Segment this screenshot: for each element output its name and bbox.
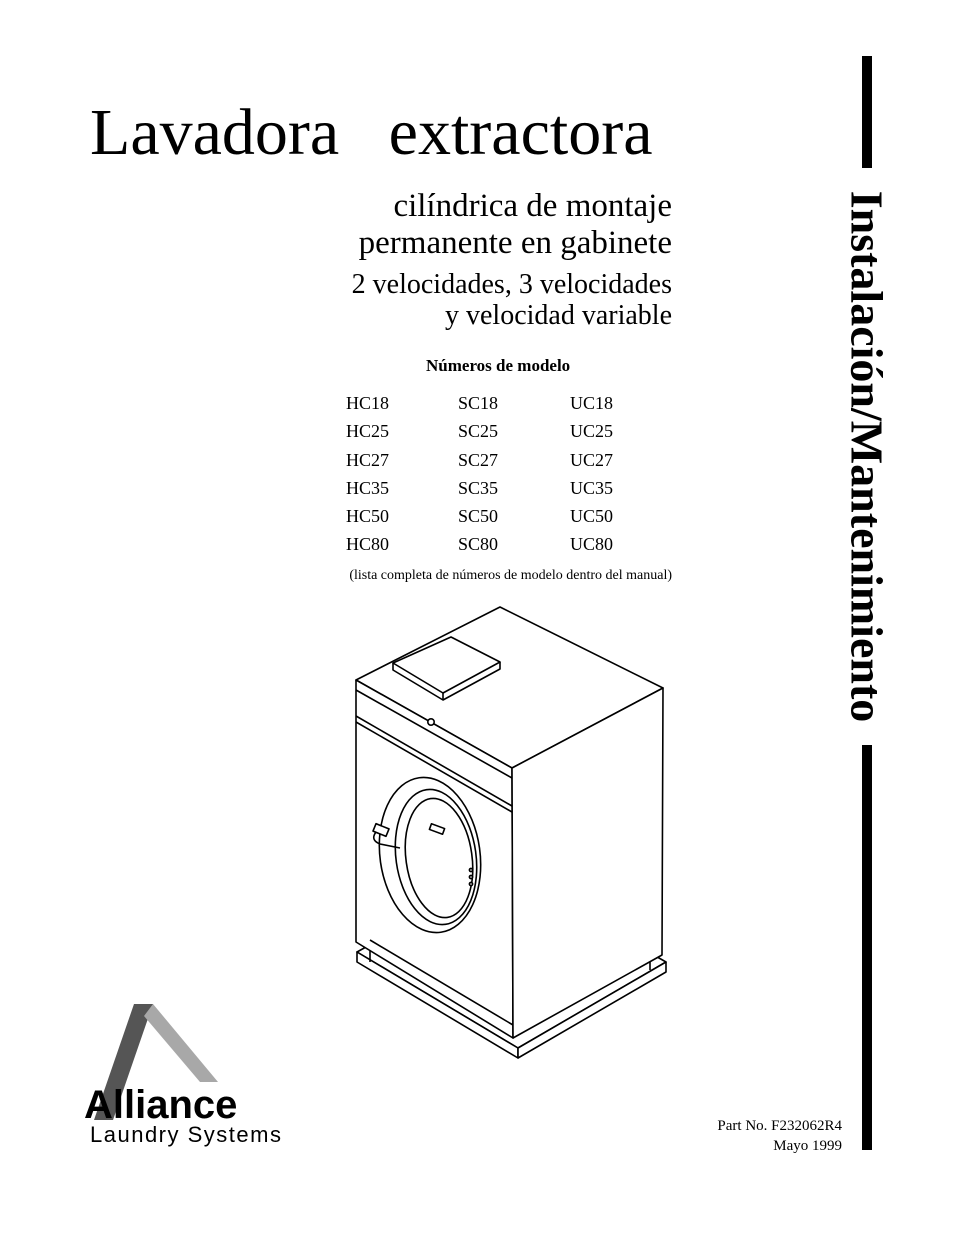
- washer-illustration: [340, 600, 680, 1060]
- side-title-text: Instalación/Mantenimiento: [841, 190, 893, 723]
- alliance-logo: [84, 1002, 334, 1120]
- speeds-line-1: 2 velocidades, 3 velocidades: [351, 269, 672, 300]
- logo-stroke-light: [144, 1004, 218, 1082]
- speeds-line-2: y velocidad variable: [444, 300, 672, 331]
- model-row: [346, 502, 682, 530]
- side-rule-bottom: [862, 745, 872, 1150]
- side-title: [820, 168, 914, 745]
- model-cell: SC35: [458, 477, 499, 498]
- model-cell: HC18: [346, 393, 390, 413]
- model-row: [346, 389, 682, 417]
- model-cell: HC80: [346, 534, 390, 555]
- model-table: [346, 389, 682, 559]
- model-list-note: (lista completa de números de modelo dentro del manual): [349, 568, 672, 583]
- publication-date: Mayo 1999: [773, 1138, 842, 1154]
- logo-tagline: Laundry Systems: [90, 1122, 283, 1147]
- models-heading: Números de modelo: [426, 356, 571, 375]
- model-cell: SC25: [458, 421, 499, 442]
- model-cell: UC80: [570, 534, 614, 555]
- subtitle-line-1: cilíndrica de montaje: [393, 188, 672, 224]
- model-cell: UC50: [570, 506, 614, 527]
- model-cell: HC25: [346, 421, 390, 442]
- model-cell: SC50: [458, 506, 499, 527]
- model-row: [346, 474, 682, 502]
- model-cell: SC27: [458, 449, 499, 470]
- model-cell: HC50: [346, 506, 390, 527]
- model-cell: UC18: [570, 393, 614, 413]
- model-row: [346, 530, 682, 558]
- model-row: [346, 446, 682, 474]
- model-cell: UC35: [570, 477, 614, 498]
- subtitle-line-2: permanente en gabinete: [358, 225, 672, 261]
- document-title: Lavadora extractora: [90, 96, 653, 169]
- model-cell: UC27: [570, 449, 614, 470]
- model-cell: UC25: [570, 421, 614, 442]
- model-cell: HC35: [346, 477, 390, 498]
- part-number: Part No. F232062R4: [717, 1118, 842, 1134]
- side-rule-top: [862, 56, 872, 168]
- model-cell: SC80: [458, 534, 499, 555]
- model-row: [346, 417, 682, 445]
- model-cell: HC27: [346, 449, 390, 470]
- model-cell: SC18: [458, 393, 499, 413]
- logo-wordmark: Alliance: [84, 1083, 238, 1120]
